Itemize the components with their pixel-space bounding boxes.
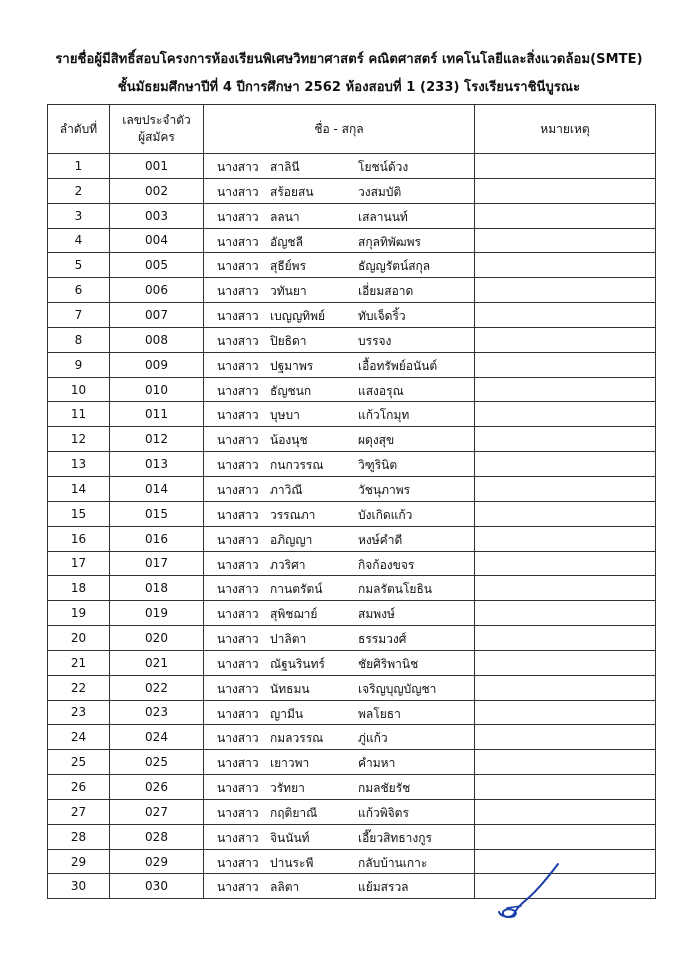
full-name-cell bbox=[204, 303, 475, 328]
row-number: 22 bbox=[48, 675, 110, 700]
last-name: ภู่แก้ว bbox=[358, 731, 388, 746]
applicant-id: 016 bbox=[110, 526, 204, 551]
applicant-id: 008 bbox=[110, 327, 204, 352]
table-row bbox=[48, 849, 656, 874]
table-row bbox=[48, 352, 656, 377]
applicant-id: 027 bbox=[110, 799, 204, 824]
last-name: พลโยธา bbox=[358, 706, 401, 721]
column-header-applicant-id-line2: ผู้สมัคร bbox=[138, 130, 175, 144]
row-number: 16 bbox=[48, 526, 110, 551]
applicant-id: 026 bbox=[110, 775, 204, 800]
first-name: จินนันท์ bbox=[270, 830, 310, 845]
row-number: 6 bbox=[48, 278, 110, 303]
column-header-name: ชื่อ - สกุล bbox=[204, 105, 475, 154]
applicant-id: 029 bbox=[110, 849, 204, 874]
first-name: สุพิชฌาย์ bbox=[270, 607, 318, 622]
document-subtitle: ชั้นมัธยมศึกษาปีที่ 4 ปีการศึกษา 2562 ห้องสอบที่ 1 (233) โรงเรียนราชินีบูรณะ bbox=[117, 80, 581, 95]
table-row bbox=[48, 526, 656, 551]
row-number: 15 bbox=[48, 501, 110, 526]
full-name-cell bbox=[204, 327, 475, 352]
last-name: หงษ์คำดี bbox=[358, 532, 403, 547]
last-name: เจริญบุญบัญชา bbox=[358, 681, 437, 696]
applicant-id: 017 bbox=[110, 551, 204, 576]
first-name: ญามีน bbox=[270, 706, 304, 721]
full-name-cell bbox=[204, 526, 475, 551]
name-prefix: นางสาว bbox=[217, 184, 259, 199]
remarks-cell bbox=[475, 228, 656, 253]
table-row bbox=[48, 601, 656, 626]
full-name-cell bbox=[204, 377, 475, 402]
full-name-cell bbox=[204, 551, 475, 576]
full-name-cell bbox=[204, 178, 475, 203]
applicant-id: 007 bbox=[110, 303, 204, 328]
table-row bbox=[48, 154, 656, 179]
full-name-cell bbox=[204, 352, 475, 377]
row-number: 30 bbox=[48, 874, 110, 899]
applicant-id: 019 bbox=[110, 601, 204, 626]
full-name-cell bbox=[204, 626, 475, 651]
first-name: เยาวพา bbox=[270, 756, 310, 771]
table-row bbox=[48, 799, 656, 824]
name-prefix: นางสาว bbox=[217, 756, 259, 771]
last-name: คำมหา bbox=[358, 756, 396, 771]
last-name: ชัยศิริพานิช bbox=[358, 656, 419, 671]
name-prefix: นางสาว bbox=[217, 681, 259, 696]
table-row bbox=[48, 501, 656, 526]
full-name-cell bbox=[204, 253, 475, 278]
table-row bbox=[48, 700, 656, 725]
remarks-cell bbox=[475, 626, 656, 651]
full-name-cell bbox=[204, 874, 475, 899]
first-name: กานตรัตน์ bbox=[270, 582, 323, 597]
full-name-cell bbox=[204, 775, 475, 800]
name-prefix: นางสาว bbox=[217, 607, 259, 622]
remarks-cell bbox=[475, 551, 656, 576]
last-name: กลับบ้านเกาะ bbox=[358, 855, 428, 870]
remarks-cell bbox=[475, 725, 656, 750]
table-row bbox=[48, 576, 656, 601]
name-prefix: นางสาว bbox=[217, 383, 259, 398]
first-name: น้องนุช bbox=[270, 433, 308, 448]
name-prefix: นางสาว bbox=[217, 805, 259, 820]
applicant-id: 021 bbox=[110, 650, 204, 675]
row-number: 17 bbox=[48, 551, 110, 576]
table-row bbox=[48, 278, 656, 303]
last-name: เอี๊ยวสิทธางกูร bbox=[358, 830, 432, 845]
name-prefix: นางสาว bbox=[217, 209, 259, 224]
remarks-cell bbox=[475, 650, 656, 675]
table-row bbox=[48, 303, 656, 328]
full-name-cell bbox=[204, 849, 475, 874]
last-name: เอี่ยมสอาด bbox=[358, 284, 414, 299]
name-prefix: นางสาว bbox=[217, 333, 259, 348]
remarks-cell bbox=[475, 501, 656, 526]
last-name: ธรรมวงศ์ bbox=[358, 632, 407, 647]
remarks-cell bbox=[475, 601, 656, 626]
remarks-cell bbox=[475, 700, 656, 725]
row-number: 24 bbox=[48, 725, 110, 750]
row-number: 3 bbox=[48, 203, 110, 228]
table-row bbox=[48, 874, 656, 899]
name-prefix: นางสาว bbox=[217, 234, 259, 249]
last-name: วัชนุภาพร bbox=[358, 482, 411, 497]
remarks-cell bbox=[475, 203, 656, 228]
last-name: ธัญญรัตน์สกุล bbox=[358, 259, 431, 274]
name-prefix: นางสาว bbox=[217, 880, 259, 895]
first-name: ธัญชนก bbox=[270, 383, 312, 398]
applicant-id: 030 bbox=[110, 874, 204, 899]
full-name-cell bbox=[204, 228, 475, 253]
last-name: แย้มสรวล bbox=[358, 880, 409, 895]
remarks-cell bbox=[475, 377, 656, 402]
applicant-id: 006 bbox=[110, 278, 204, 303]
applicant-id: 009 bbox=[110, 352, 204, 377]
row-number: 29 bbox=[48, 849, 110, 874]
last-name: สกุลทิพัฒพร bbox=[358, 234, 421, 249]
row-number: 28 bbox=[48, 824, 110, 849]
name-prefix: นางสาว bbox=[217, 482, 259, 497]
row-number: 13 bbox=[48, 452, 110, 477]
column-header-applicant-id bbox=[110, 105, 204, 154]
full-name-cell bbox=[204, 154, 475, 179]
last-name: วิฑูรินิต bbox=[358, 458, 398, 473]
last-name: แก้วพิจิตร bbox=[358, 805, 409, 820]
applicant-id: 001 bbox=[110, 154, 204, 179]
first-name: สุธีย์พร bbox=[270, 259, 307, 274]
column-header-number: ลำดับที่ bbox=[48, 105, 110, 154]
last-name: ทับเจ็ดริ้ว bbox=[358, 309, 406, 324]
row-number: 5 bbox=[48, 253, 110, 278]
last-name: ผดุงสุข bbox=[358, 433, 395, 448]
full-name-cell bbox=[204, 824, 475, 849]
table-row bbox=[48, 228, 656, 253]
candidate-table bbox=[47, 104, 656, 899]
remarks-cell bbox=[475, 799, 656, 824]
remarks-cell bbox=[475, 402, 656, 427]
table-row bbox=[48, 178, 656, 203]
first-name: สร้อยสน bbox=[270, 184, 314, 199]
row-number: 25 bbox=[48, 750, 110, 775]
row-number: 1 bbox=[48, 154, 110, 179]
column-header-remarks: หมายเหตุ bbox=[475, 105, 656, 154]
applicant-id: 028 bbox=[110, 824, 204, 849]
full-name-cell bbox=[204, 452, 475, 477]
name-prefix: นางสาว bbox=[217, 632, 259, 647]
full-name-cell bbox=[204, 402, 475, 427]
first-name: เบญญทิพย์ bbox=[270, 309, 326, 324]
table-row bbox=[48, 476, 656, 501]
remarks-cell bbox=[475, 178, 656, 203]
first-name: ภวริศา bbox=[270, 557, 306, 572]
row-number: 23 bbox=[48, 700, 110, 725]
name-prefix: นางสาว bbox=[217, 408, 259, 423]
first-name: ลลิตา bbox=[270, 880, 300, 895]
last-name: กมลชัยรัช bbox=[358, 781, 411, 796]
name-prefix: นางสาว bbox=[217, 433, 259, 448]
applicant-id: 004 bbox=[110, 228, 204, 253]
applicant-id: 003 bbox=[110, 203, 204, 228]
applicant-id: 022 bbox=[110, 675, 204, 700]
remarks-cell bbox=[475, 476, 656, 501]
remarks-cell bbox=[475, 576, 656, 601]
row-number: 27 bbox=[48, 799, 110, 824]
name-prefix: นางสาว bbox=[217, 557, 259, 572]
row-number: 9 bbox=[48, 352, 110, 377]
first-name: นัทธมน bbox=[270, 681, 310, 696]
name-prefix: นางสาว bbox=[217, 358, 259, 373]
applicant-id: 018 bbox=[110, 576, 204, 601]
row-number: 2 bbox=[48, 178, 110, 203]
table-row bbox=[48, 427, 656, 452]
last-name: เอื้อทรัพย์อนันต์ bbox=[358, 358, 438, 373]
name-prefix: นางสาว bbox=[217, 309, 259, 324]
table-row bbox=[48, 377, 656, 402]
full-name-cell bbox=[204, 675, 475, 700]
full-name-cell bbox=[204, 278, 475, 303]
first-name: สาลินี bbox=[270, 160, 300, 174]
table-row bbox=[48, 675, 656, 700]
last-name: บังเกิดแก้ว bbox=[358, 507, 413, 522]
applicant-id: 024 bbox=[110, 725, 204, 750]
first-name: กนกวรรณ bbox=[270, 458, 324, 473]
name-prefix: นางสาว bbox=[217, 830, 259, 845]
table-row bbox=[48, 725, 656, 750]
remarks-cell bbox=[475, 327, 656, 352]
applicant-id: 013 bbox=[110, 452, 204, 477]
row-number: 10 bbox=[48, 377, 110, 402]
row-number: 20 bbox=[48, 626, 110, 651]
applicant-id: 012 bbox=[110, 427, 204, 452]
name-prefix: นางสาว bbox=[217, 259, 259, 274]
table-row bbox=[48, 626, 656, 651]
last-name: แสงอรุณ bbox=[358, 383, 404, 398]
first-name: กฤติยาณี bbox=[270, 805, 318, 820]
last-name: กิจก้องขจร bbox=[358, 557, 415, 572]
full-name-cell bbox=[204, 725, 475, 750]
full-name-cell bbox=[204, 203, 475, 228]
first-name: ปฐมาพร bbox=[270, 358, 314, 373]
full-name-cell bbox=[204, 700, 475, 725]
document-title: รายชื่อผู้มีสิทธิ์สอบโครงการห้องเรียนพิเศษวิทยาศาสตร์ คณิตศาสตร์ เทคโนโลยีและสิ่งแวดล้อม(SMTE) bbox=[55, 52, 643, 67]
row-number: 4 bbox=[48, 228, 110, 253]
last-name: กมลรัตนโยธิน bbox=[358, 582, 432, 597]
full-name-cell bbox=[204, 650, 475, 675]
table-row bbox=[48, 327, 656, 352]
name-prefix: นางสาว bbox=[217, 781, 259, 796]
applicant-id: 023 bbox=[110, 700, 204, 725]
row-number: 7 bbox=[48, 303, 110, 328]
full-name-cell bbox=[204, 501, 475, 526]
first-name: ปิยธิดา bbox=[270, 333, 307, 348]
first-name: วทันยา bbox=[270, 284, 307, 299]
table-row bbox=[48, 824, 656, 849]
applicant-id: 005 bbox=[110, 253, 204, 278]
name-prefix: นางสาว bbox=[217, 855, 259, 870]
applicant-id: 010 bbox=[110, 377, 204, 402]
signature bbox=[494, 860, 564, 920]
applicant-id: 020 bbox=[110, 626, 204, 651]
remarks-cell bbox=[475, 452, 656, 477]
table-row bbox=[48, 650, 656, 675]
row-number: 26 bbox=[48, 775, 110, 800]
first-name: ปาลิตา bbox=[270, 632, 307, 647]
name-prefix: นางสาว bbox=[217, 656, 259, 671]
last-name: วงสมบัติ bbox=[358, 184, 402, 199]
applicant-id: 002 bbox=[110, 178, 204, 203]
remarks-cell bbox=[475, 427, 656, 452]
row-number: 14 bbox=[48, 476, 110, 501]
name-prefix: นางสาว bbox=[217, 160, 259, 174]
remarks-cell bbox=[475, 154, 656, 179]
table-row bbox=[48, 551, 656, 576]
first-name: ณัฐนรินทร์ bbox=[270, 656, 325, 671]
last-name: โยชน์ด้วง bbox=[358, 160, 409, 174]
full-name-cell bbox=[204, 601, 475, 626]
first-name: ลลนา bbox=[270, 209, 300, 224]
remarks-cell bbox=[475, 775, 656, 800]
name-prefix: นางสาว bbox=[217, 532, 259, 547]
applicant-id: 025 bbox=[110, 750, 204, 775]
row-number: 18 bbox=[48, 576, 110, 601]
first-name: ภาวิณี bbox=[270, 482, 303, 497]
name-prefix: นางสาว bbox=[217, 284, 259, 299]
remarks-cell bbox=[475, 675, 656, 700]
remarks-cell bbox=[475, 526, 656, 551]
last-name: เสลานนท์ bbox=[358, 209, 408, 224]
name-prefix: นางสาว bbox=[217, 507, 259, 522]
full-name-cell bbox=[204, 750, 475, 775]
applicant-id: 011 bbox=[110, 402, 204, 427]
row-number: 11 bbox=[48, 402, 110, 427]
name-prefix: นางสาว bbox=[217, 731, 259, 746]
table-row bbox=[48, 203, 656, 228]
table-row bbox=[48, 452, 656, 477]
name-prefix: นางสาว bbox=[217, 458, 259, 473]
row-number: 12 bbox=[48, 427, 110, 452]
applicant-id: 014 bbox=[110, 476, 204, 501]
first-name: กมลวรรณ bbox=[270, 731, 324, 746]
table-row bbox=[48, 402, 656, 427]
remarks-cell bbox=[475, 352, 656, 377]
remarks-cell bbox=[475, 278, 656, 303]
table-row bbox=[48, 750, 656, 775]
first-name: วรรณภา bbox=[270, 507, 316, 522]
table-row bbox=[48, 775, 656, 800]
last-name: สมพงษ์ bbox=[358, 607, 395, 622]
last-name: บรรจง bbox=[358, 333, 392, 348]
full-name-cell bbox=[204, 799, 475, 824]
column-header-applicant-id-line1: เลขประจำตัว bbox=[122, 113, 191, 127]
remarks-cell bbox=[475, 750, 656, 775]
full-name-cell bbox=[204, 576, 475, 601]
first-name: อัญชลี bbox=[270, 234, 303, 249]
row-number: 21 bbox=[48, 650, 110, 675]
applicant-id: 015 bbox=[110, 501, 204, 526]
full-name-cell bbox=[204, 476, 475, 501]
row-number: 19 bbox=[48, 601, 110, 626]
row-number: 8 bbox=[48, 327, 110, 352]
full-name-cell bbox=[204, 427, 475, 452]
remarks-cell bbox=[475, 253, 656, 278]
first-name: บุษบา bbox=[270, 408, 300, 423]
name-prefix: นางสาว bbox=[217, 582, 259, 597]
table-row bbox=[48, 253, 656, 278]
last-name: แก้วโกมุท bbox=[358, 408, 410, 423]
first-name: วรัทยา bbox=[270, 781, 305, 796]
name-prefix: นางสาว bbox=[217, 706, 259, 721]
remarks-cell bbox=[475, 303, 656, 328]
remarks-cell bbox=[475, 824, 656, 849]
first-name: อภิญญา bbox=[270, 532, 313, 547]
first-name: ปานระพี bbox=[270, 855, 314, 870]
table-header-row bbox=[48, 105, 656, 154]
